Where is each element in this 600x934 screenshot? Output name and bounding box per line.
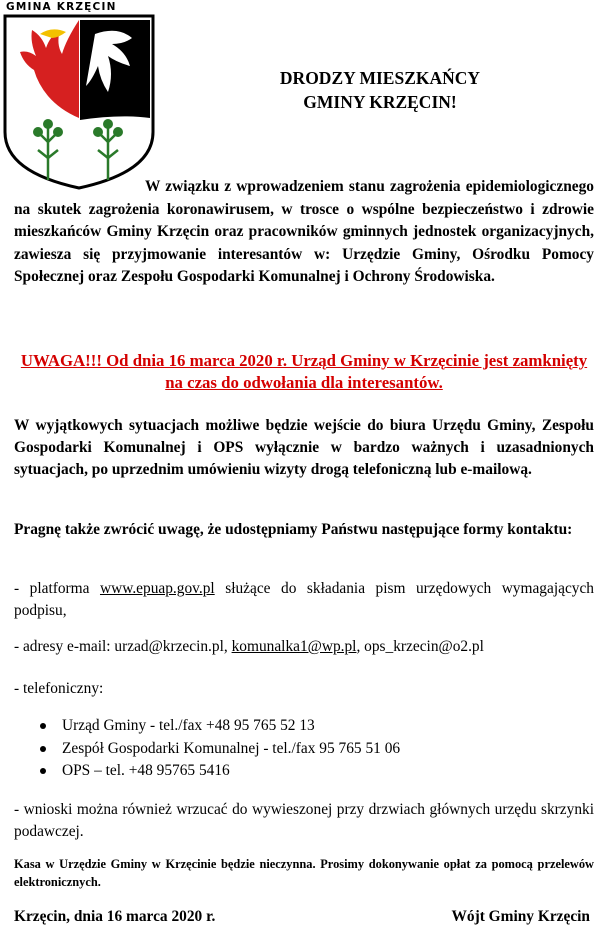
bullet-icon — [40, 746, 46, 752]
greeting-heading — [175, 66, 585, 114]
bullet-icon — [40, 768, 46, 774]
phone-entry: Zespół Gospodarki Komunalnej - tel./fax 95 765 51 06 — [62, 739, 401, 757]
greeting-line-1: DRODZY MIESZKAŃCY — [279, 68, 481, 88]
municipal-crest — [0, 0, 158, 190]
phone-entry: Urząd Gminy - tel./fax +48 95 765 52 13 — [62, 717, 315, 734]
intro-paragraph: W związku z wprowadzeniem stanu zagrożenia epidemiologicznego na skutek zagrożenia koronawirusem, w trosce o wspólne bezpieczeństwo i zdrowie mieszkańców Gminy Krzęcin oraz pracowników gminnych jednostek organizacyjnych, zawiesza się przyjmowanie interesantów w: Urzędzie Gminy, Ośrodku Pomocy Społecznej oraz Zespołu Gospodarki Komunalnej i Ochrony Środowiska. — [14, 178, 594, 286]
place-date: Krzęcin, dnia 16 marca 2020 r. — [14, 908, 216, 925]
contact-intro: Pragnę także zwrócić uwagę, że udostępniamy Państwu następujące formy kontaktu: — [14, 521, 573, 538]
komunalka-email-link[interactable]: komunalka1@wp.pl — [231, 638, 357, 655]
greeting-line-2: GMINY KRZĘCIN! — [303, 92, 457, 112]
phone-list — [36, 715, 400, 783]
email-prefix: - adresy e-mail: urzad@krzecin.pl, — [14, 638, 232, 655]
phone-label: - telefoniczny: — [14, 680, 104, 697]
signature-row — [14, 908, 590, 926]
closure-warning: UWAGA!!! Od dnia 16 marca 2020 r. Urząd Gminy w Krzęcinie jest zamknięty na czas do odwołania dla interesantów. — [20, 351, 588, 392]
coat-of-arms-icon — [0, 0, 158, 190]
platform-suffix: służące do składania pism urzędowych wymagających podpisu, — [14, 580, 594, 619]
list-item — [36, 715, 400, 738]
cashier-notice: Kasa w Urzędzie Gminy w Krzęcinie będzie nieczynna. Prosimy dokonywanie opłat za pomocą przelewów elektronicznych. — [14, 857, 594, 889]
list-item — [36, 760, 400, 783]
signature: Wójt Gminy Krzęcin — [451, 908, 590, 925]
bullet-icon — [40, 723, 46, 729]
crest-label: GMINA KRZĘCIN — [6, 1, 117, 13]
platform-prefix: - platforma — [14, 580, 100, 597]
phone-entry: OPS – tel. +48 95765 5416 — [62, 762, 230, 779]
platform-item — [14, 578, 594, 621]
mailbox-note: - wnioski można również wrzucać do wywieszonej przy drzwiach głównych urzędu skrzynki podawczej. — [14, 801, 594, 840]
email-suffix: , ops_krzecin@o2.pl — [356, 638, 484, 655]
exceptions-paragraph: W wyjątkowych sytuacjach możliwe będzie wejście do biura Urzędu Gminy, Zespołu Gospodarki Komunalnej i OPS wyłącznie w bardzo ważnych i uzasadnionych sytuacjach, po uprzednim umówieniu wizyty drogą telefoniczną lub e-mailową. — [14, 417, 594, 478]
email-item — [14, 636, 594, 658]
epuap-link[interactable]: www.epuap.gov.pl — [99, 580, 215, 597]
list-item — [36, 738, 400, 761]
